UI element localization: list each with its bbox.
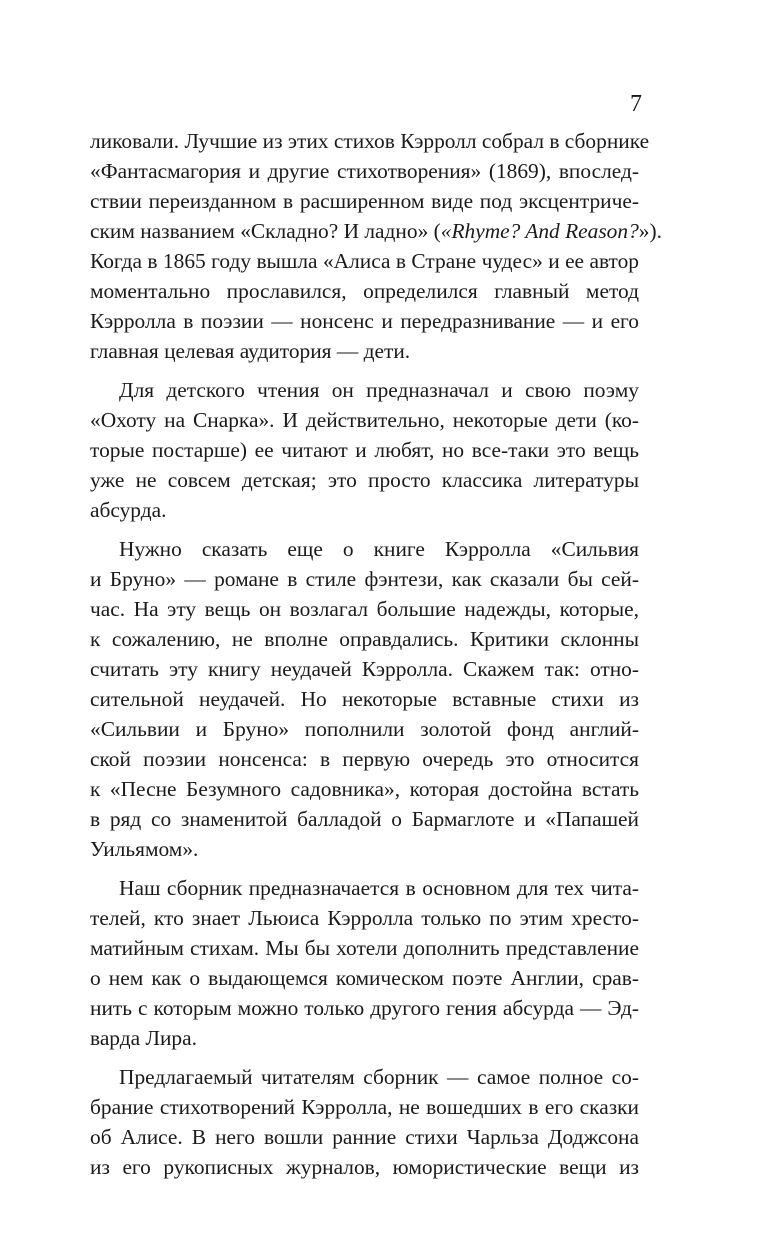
text-line: «Фантасмагория и другие стихотворения» (1869), впослед- (90, 159, 639, 183)
text-line: Предлагаемый читателям сборник — самое полное со- (119, 1065, 639, 1089)
paragraph (90, 126, 662, 366)
paragraph-gap (90, 525, 639, 534)
text-line: торые постарше) ее читают и любят, но все-таки это вещь (90, 438, 639, 462)
text-line: «Сильвии и Бруно» пополнили золотой фонд англий- (90, 717, 639, 741)
text-line: варда Лира. (90, 1026, 197, 1050)
text-line: к сожалению, не вполне оправдались. Критики склонны (90, 627, 639, 651)
body-text (90, 126, 662, 1182)
text-line: Для детского чтения он предназначал и свою поэму (119, 378, 639, 402)
text-line: о нем как о выдающемся комическом поэте Англии, срав- (90, 966, 639, 990)
page-number: 7 (630, 91, 642, 117)
paragraph (90, 1062, 639, 1182)
italic-title: «Rhyme? And Reason? (440, 219, 639, 243)
text-line: Наш сборник предназначается в основном для тех чита- (119, 876, 639, 900)
text-line: сительной неудачей. Но некоторые вставные стихи из (90, 687, 639, 711)
text-line: брание стихотворений Кэрролла, не вошедших в его сказки (90, 1095, 639, 1119)
text-line: из его рукописных журналов, юмористические вещи из (90, 1155, 639, 1179)
text-line: ской поэзии нонсенса: в первую очередь это относится (90, 747, 639, 771)
paragraph-gap (90, 366, 639, 375)
text-line: и Бруно» — романе в стиле фэнтези, как сказали бы сей- (90, 567, 639, 591)
text-line: об Алисе. В него вошли ранние стихи Чарльза Доджсона (90, 1125, 639, 1149)
text-line: ликовали. Лучшие из этих стихов Кэрролл собрал в сборнике (90, 129, 650, 153)
text-run: »). (638, 219, 662, 243)
text-line: Кэрролла в поэзии — нонсенс и передразнивание — и его (90, 309, 639, 333)
text-line: абсурда. (90, 498, 167, 522)
paragraph-gap (90, 1053, 639, 1062)
text-line: телей, кто знает Льюиса Кэрролла только по этим хресто- (90, 906, 639, 930)
paragraph-gap (90, 864, 639, 873)
paragraph (90, 375, 639, 525)
text-line: уже не совсем детская; это просто классика литературы (90, 468, 639, 492)
text-line: Нужно сказать еще о книге Кэрролла «Сильвия (119, 537, 639, 561)
text-run: ским названием «Складно? И ладно» ( (90, 219, 441, 243)
text-line: в ряд со знаменитой балладой о Бармаглоте и «Папашей (90, 807, 639, 831)
text-line: моментально прославился, определился главный метод (90, 279, 639, 303)
text-line: ствии переизданном в расширенном виде под эксцентриче- (90, 189, 639, 213)
text-line: Когда в 1865 году вышла «Алиса в Стране чудес» и ее автор (90, 249, 639, 273)
paragraph (90, 534, 639, 864)
paragraph (90, 873, 639, 1053)
text-line (90, 216, 662, 246)
text-line: нить с которым можно только другого гения абсурда — Эд- (90, 996, 639, 1020)
text-line: считать эту книгу неудачей Кэрролла. Скажем так: отно- (90, 657, 639, 681)
text-line: Уильямом». (90, 837, 199, 861)
text-line: «Охоту на Снарка». И действительно, некоторые дети (ко- (90, 408, 639, 432)
text-line: к «Песне Безумного садовника», которая достойна встать (90, 777, 639, 801)
text-line: матийным стихам. Мы бы хотели дополнить представление (90, 936, 639, 960)
text-line: главная целевая аудитория — дети. (90, 339, 411, 363)
text-line: час. На эту вещь он возлагал большие надежды, которые, (90, 597, 639, 621)
